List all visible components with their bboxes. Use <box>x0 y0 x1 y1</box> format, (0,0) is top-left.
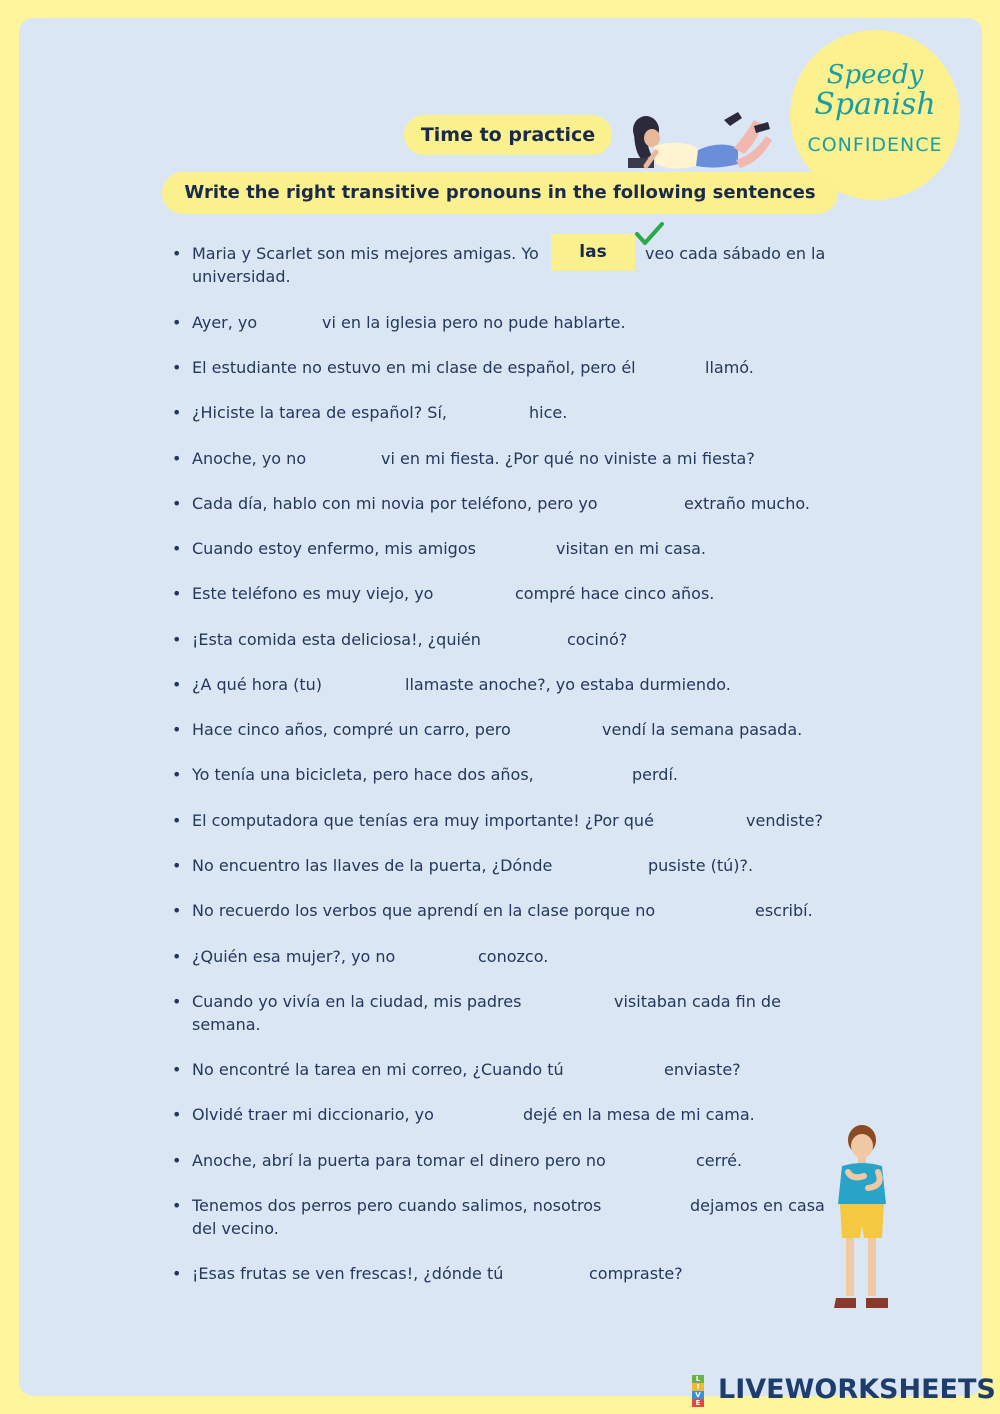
sentence-1: • Maria y Scarlet son mis mejores amigas. Yo veo cada sábado en la universidad. <box>172 244 826 286</box>
sentence-11: • Hace cinco años, compré un carro, pero vendí la semana pasada. <box>172 720 803 739</box>
sentence-16: • ¿Quién esa mujer?, yo no conozco. <box>172 947 549 966</box>
brand-text[interactable]: LIVEWORKSHEETS <box>718 1373 996 1405</box>
sentence-20: • Anoche, abrí la puerta para tomar el dinero pero no cerré. <box>172 1151 743 1170</box>
liveworksheets-icon: L I V E <box>692 1375 714 1403</box>
thinking-boy-illustration <box>826 1122 898 1314</box>
sentence-18: • No encontré la tarea en mi correo, ¿Cuando tú enviaste? <box>172 1060 741 1079</box>
girl-studying-illustration <box>610 108 780 178</box>
sentence-2: • Ayer, yo vi en la iglesia pero no pude hablarte. <box>172 313 626 332</box>
sentence-5: • Anoche, yo no vi en mi fiesta. ¿Por qué no viniste a mi fiesta? <box>172 449 755 468</box>
sentence-7: • Cuando estoy enfermo, mis amigos visitan en mi casa. <box>172 539 707 558</box>
logo-line-3: CONFIDENCE <box>807 134 943 156</box>
sentence-6: • Cada día, hablo con mi novia por teléfono, pero yo extraño mucho. <box>172 494 810 513</box>
section-title: Time to practice <box>404 115 612 155</box>
sentence-15: • No recuerdo los verbos que aprendí en la clase porque no escribí. <box>172 901 813 920</box>
sentence-3: • El estudiante no estuvo en mi clase de español, pero él llamó. <box>172 358 754 377</box>
sentence-4: • ¿Hiciste la tarea de español? Sí, hice. <box>172 403 568 422</box>
sentence-17: • Cuando yo vivía en la ciudad, mis padres visitaban cada fin de semana. <box>172 992 781 1034</box>
example-answer-box[interactable]: las <box>551 234 635 271</box>
sentence-12: • Yo tenía una bicicleta, pero hace dos años, perdí. <box>172 765 678 784</box>
logo-line-1: Speedy <box>826 60 924 90</box>
sentence-21: • Tenemos dos perros pero cuando salimos, nosotros dejamos en casa del vecino. <box>172 1196 825 1238</box>
sentence-14: • No encuentro las llaves de la puerta, ¿Dónde pusiste (tú)?. <box>172 856 754 875</box>
sentence-9: • ¡Esta comida esta deliciosa!, ¿quién cocinó? <box>172 630 628 649</box>
logo-line-2: Spanish <box>814 87 936 122</box>
instruction-banner: Write the right transitive pronouns in the following sentences <box>162 172 838 214</box>
sentence-8: • Este teléfono es muy viejo, yo compré hace cinco años. <box>172 584 715 603</box>
sentence-19: • Olvidé traer mi diccionario, yo dejé en la mesa de mi cama. <box>172 1105 755 1124</box>
sentence-13: • El computadora que tenías era muy importante! ¿Por qué vendiste? <box>172 811 823 830</box>
sentence-10: • ¿A qué hora (tu) llamaste anoche?, yo estaba durmiendo. <box>172 675 731 694</box>
sentence-22: • ¡Esas frutas se ven frescas!, ¿dónde tú compraste? <box>172 1264 683 1283</box>
liveworksheets-footer <box>692 1372 996 1406</box>
